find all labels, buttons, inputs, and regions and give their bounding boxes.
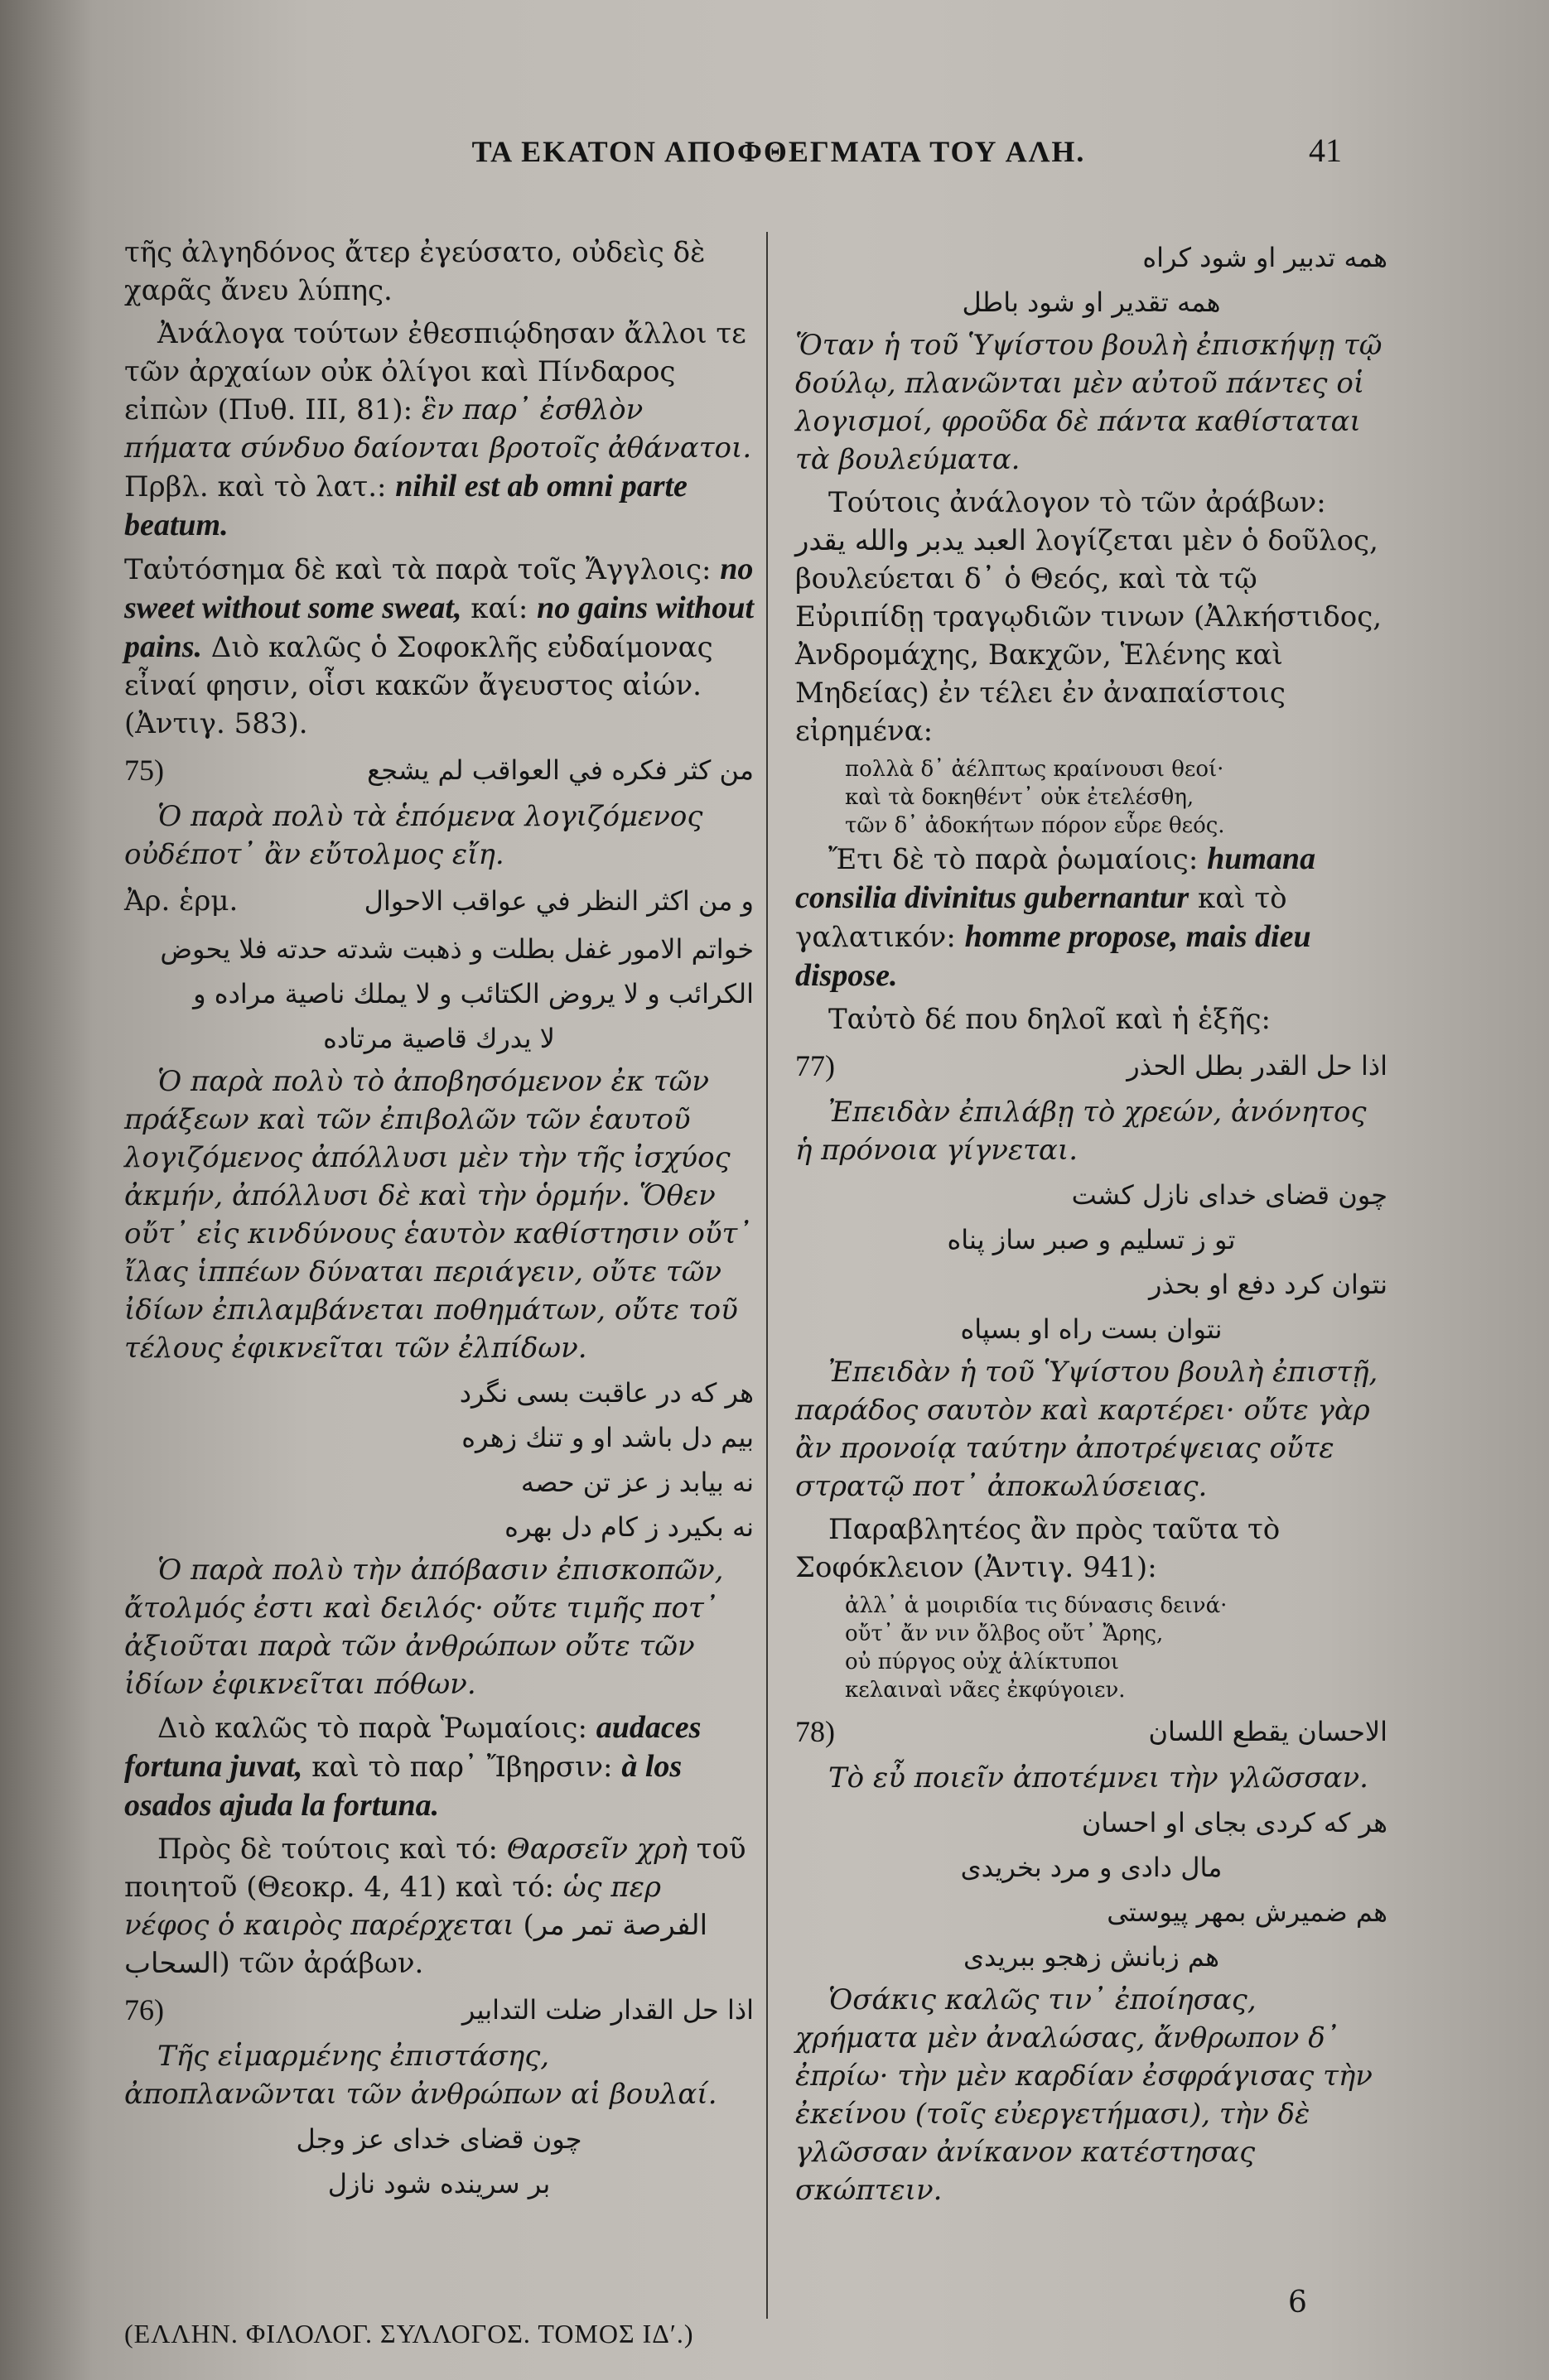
paragraph: Ἔτι δὲ τὸ παρὰ ῥωμαίοις: humana consilia divinitus gubernantur καὶ τὸ γαλατικόν: homme propose, mais dieu dispose. xyxy=(795,841,1316,993)
verse-line: ἀλλ᾽ ἁ μοιριδία τις δύνασις δεινά· xyxy=(845,1593,1228,1618)
commentary-line xyxy=(124,880,754,922)
saying-number: 77) xyxy=(795,1049,835,1082)
greek-translation: Ὁ παρὰ πολὺ τὸ ἀποβησόμενον ἐκ τῶν πράξεων καὶ τῶν ἐπιβολῶν τῶν ἑαυτοῦ λογιζόμενος ἀπόλλυσι μὲν τὴν τῆς ἰσχύος ἀκμήν, ἀπόλλυσι δὲ καὶ τὴν ὁρμήν. Ὅθεν οὔτ᾽ εἰς κινδύνους ἑαυτὸν καθίστησιν οὔτ᾽ ἴλας ἱππέων δύναται περιάγειν, οὔτε τῶν ἰδίων ἐπιλαμβάνεται ποθημάτων, οὔτε τοῦ τέλους ἐφικνεῖται τῶν ἐλπίδων. xyxy=(124,1065,752,1365)
running-head: ΤΑ ΕΚΑΤΟΝ ΑΠΟΦΘΕΓΜΑΤΑ ΤΟΥ ΑΛΗ. xyxy=(471,135,1086,168)
persian-verse: همه تقدير او شود باطل xyxy=(962,287,1221,318)
greek-translation: Ἐπειδὰν ἐπιλάβῃ τὸ χρεών, ἀνόνητος ἡ πρόνοια γίγνεται. xyxy=(795,1096,1367,1167)
persian-verse: نه بکيرد ز کام دل بهره xyxy=(504,1511,754,1543)
greek-translation: Τὸ εὖ ποιεῖν ἀποτέμνει τὴν γλῶσσαν. xyxy=(828,1761,1368,1795)
persian-verse: بر سرينده شود نازل xyxy=(327,2168,551,2199)
paragraph: Τούτοις ἀνάλογον τὸ τῶν ἀράβων: العبد يدبر والله يقدر λογίζεται μὲν ὁ δοῦλος, βουλεύεται δ᾽ ὁ Θεός, καὶ τὰ τῷ Εὐριπίδῃ τραγῳδιῶν τινων (Ἀλκήστιδος, Ἀνδρομάχης, Βακχῶν, Ἑλένης καὶ Μηδείας) ἐν τέλει ἐν ἀναπαίστοις εἰρημένα: xyxy=(795,486,1383,748)
saying-number: 78) xyxy=(795,1715,835,1748)
paragraph: τῆς ἀλγηδόνος ἄτερ ἐγεύσατο, οὐδεὶς δὲ χαρᾶς ἄνευ λύπης. xyxy=(124,236,706,307)
paragraph: Ταὐτόσημα δὲ καὶ τὰ παρὰ τοῖς Ἄγγλοις: no sweet without some sweat, καί: no gains without pains. Διὸ καλῶς ὁ Σοφοκλῆς εὐδαίμονας εἶναί φησιν, οἷσι κακῶν ἄγευστος αἰών. (Ἀντιγ. 583). xyxy=(124,552,755,740)
reference: Ἀρ. ἑρμ. xyxy=(124,884,239,918)
column-divider xyxy=(766,232,768,2319)
arabic-text: الكرائب و لا يروض الكتائب و لا يملك ناصية مراده و xyxy=(193,978,754,1009)
verse-line: οὔτ᾽ ἄν νιν ὄλβος οὔτ᾽ Ἄρης, xyxy=(845,1621,1164,1646)
greek-translation: Ἐπειδὰν ἡ τοῦ Ὑψίστου βουλὴ ἐπιστῇ, παράδος σαυτὸν καὶ καρτέρει· οὔτε γὰρ ἂν προνοίᾳ ταύτην ἀποτρέψειας οὔτε στρατῷ ποτ᾽ ἀποκωλύσειας. xyxy=(795,1356,1378,1503)
saying-75 xyxy=(124,749,754,791)
arabic-text: لا يدرك قاصية مرتاده xyxy=(323,1023,555,1054)
arabic-saying: الاحسان يقطع اللسان xyxy=(1148,1716,1387,1747)
persian-verse: چون قضای خدای عز وجل xyxy=(296,2123,582,2155)
saying-number: 75) xyxy=(124,754,164,787)
paragraph: Ἀνάλογα τούτων ἐθεσπιῴδησαν ἄλλοι τε τῶν ἀρχαίων οὐκ ὀλίγοι καὶ Πίνδαρος εἰπὼν (Πυθ. III, 81): ἓν παρ᾽ ἐσθλὸν πήματα σύνδυο δαίονται βροτοῖς ἀθάνατοι. Πρβλ. καὶ τὸ λατ.: nihil est ab omni parte beatum. xyxy=(124,317,752,542)
signature-mark: 6 xyxy=(1288,2286,1307,2320)
persian-verse: تو ز تسليم و صبر ساز پناه xyxy=(947,1224,1236,1255)
arabic-saying: من كثر فكره في العواقب لم يشجع xyxy=(367,754,754,786)
greek-translation: Ὅταν ἡ τοῦ Ὑψίστου βουλὴ ἐπισκήψῃ τῷ δούλῳ, πλανῶνται μὲν αὐτοῦ πάντες οἱ λογισμοί, φροῦδα δὲ πάντα καθίσταται τὰ βουλεύματα. xyxy=(795,329,1383,476)
saying-78 xyxy=(795,1711,1387,1752)
persian-verse: هر که کردی بجای او احسان xyxy=(1081,1807,1387,1838)
verse-line: τῶν δ᾽ ἀδοκήτων πόρον εὗρε θεός. xyxy=(845,813,1225,838)
persian-verse: هم ضميرش بمهر پيوستی xyxy=(1107,1896,1387,1928)
saying-77 xyxy=(795,1045,1387,1086)
persian-verse: نتوان کرد دفع او بحذر xyxy=(1148,1269,1387,1300)
verse-line: πολλὰ δ᾽ ἀέλπτως κραίνουσι θεοί· xyxy=(845,757,1224,782)
arabic-text: و من اكثر النظر في عواقب الاحوال xyxy=(364,885,754,917)
persian-verse: بيم دل باشد او و تنك زهره xyxy=(461,1422,754,1453)
verse-line: καὶ τὰ δοκηθέντ᾽ οὐκ ἐτελέσθη, xyxy=(845,785,1194,810)
arabic-saying: اذا حل القدر بطل الحذر xyxy=(1127,1050,1387,1082)
persian-verse: نه بيابد ز عز تن حصه xyxy=(520,1467,754,1498)
right-column xyxy=(795,234,1387,2214)
greek-translation: Ὁ παρὰ πολὺ τὰ ἑπόμενα λογιζόμενος οὐδέποτ᾽ ἂν εὔτολμος εἴη. xyxy=(124,800,703,871)
saying-76 xyxy=(124,1989,754,2031)
paragraph: Διὸ καλῶς τὸ παρὰ Ῥωμαίοις: audaces fortuna juvat, καὶ τὸ παρ᾽ Ἴβηρσιν: à los osados ajuda la fortuna. xyxy=(124,1710,702,1823)
paragraph: Πρὸς δὲ τούτοις καὶ τό: Θαρσεῖν χρὴ τοῦ ποιητοῦ (Θεοκρ. 4, 41) καὶ τό: ὡς περ νέφος ὁ καιρὸς παρέρχεται (الفرصة تمر مر السحاب) τῶν ἀράβων. xyxy=(124,1833,746,1980)
arabic-text: خواتم الامور غفل بطلت و ذهبت شدته حدته فلا يحوض xyxy=(160,933,754,965)
paragraph: Ταὐτὸ δέ που δηλοῖ καὶ ἡ ἑξῆς: xyxy=(828,1003,1271,1036)
left-column xyxy=(124,234,754,2208)
persian-verse: نتوان بست راه او بسپاه xyxy=(960,1313,1223,1345)
persian-verse: چون قضای خدای نازل کشت xyxy=(1071,1179,1387,1211)
persian-verse: مال دادی و مرد بخريدی xyxy=(960,1852,1223,1883)
verse-line: οὐ πύργος οὐχ ἁλίκτυποι xyxy=(845,1650,1120,1674)
arabic-saying: اذا حل القدار ضلت التدابير xyxy=(461,1994,754,2026)
greek-translation: Τῆς εἱμαρμένης ἐπιστάσης, ἀποπλανῶνται τῶν ἀνθρώπων αἱ βουλαί. xyxy=(124,2040,717,2111)
paragraph: Παραβλητέος ἂν πρὸς ταῦτα τὸ Σοφόκλειον (Ἀντιγ. 941): xyxy=(795,1513,1281,1584)
persian-verse: هم زبانش زهجو ببريدی xyxy=(963,1941,1219,1973)
saying-number: 76) xyxy=(124,1993,164,2026)
verse-line: κελαιναὶ νᾶες ἐκφύγοιεν. xyxy=(845,1678,1126,1703)
page-number: 41 xyxy=(1309,132,1342,169)
persian-verse: همه تدبير او شود كراه xyxy=(1142,242,1387,273)
footer-note: (ΕΛΛΗΝ. ΦΙΛΟΛΟΓ. ΣΥΛΛΟΓΟΣ. ΤΟΜΟΣ ΙΔʹ.) xyxy=(124,2319,694,2349)
greek-translation: Ὁ παρὰ πολὺ τὴν ἀπόβασιν ἐπισκοπῶν, ἄτολμός ἐστι καὶ δειλός· οὔτε τιμῆς ποτ᾽ ἀξιοῦται παρὰ τῶν ἀνθρώπων οὔτε τῶν ἰδίων ἐφικνεῖται πόθων. xyxy=(124,1554,724,1701)
greek-translation: Ὁσάκις καλῶς τιν᾽ ἐποίησας, χρήματα μὲν ἀναλώσας, ἄνθρωπον δ᾽ ἐπρίω· τὴν μὲν καρδίαν ἐσφράγισας τὴν ἐκείνου (τοῖς εὐεργετήμασι), τὴν δὲ γλῶσσαν ἀνίκανον κατέστησας σκώπτειν. xyxy=(795,1983,1373,2207)
persian-verse: هر که در عاقبت بسی نگرد xyxy=(459,1377,754,1409)
